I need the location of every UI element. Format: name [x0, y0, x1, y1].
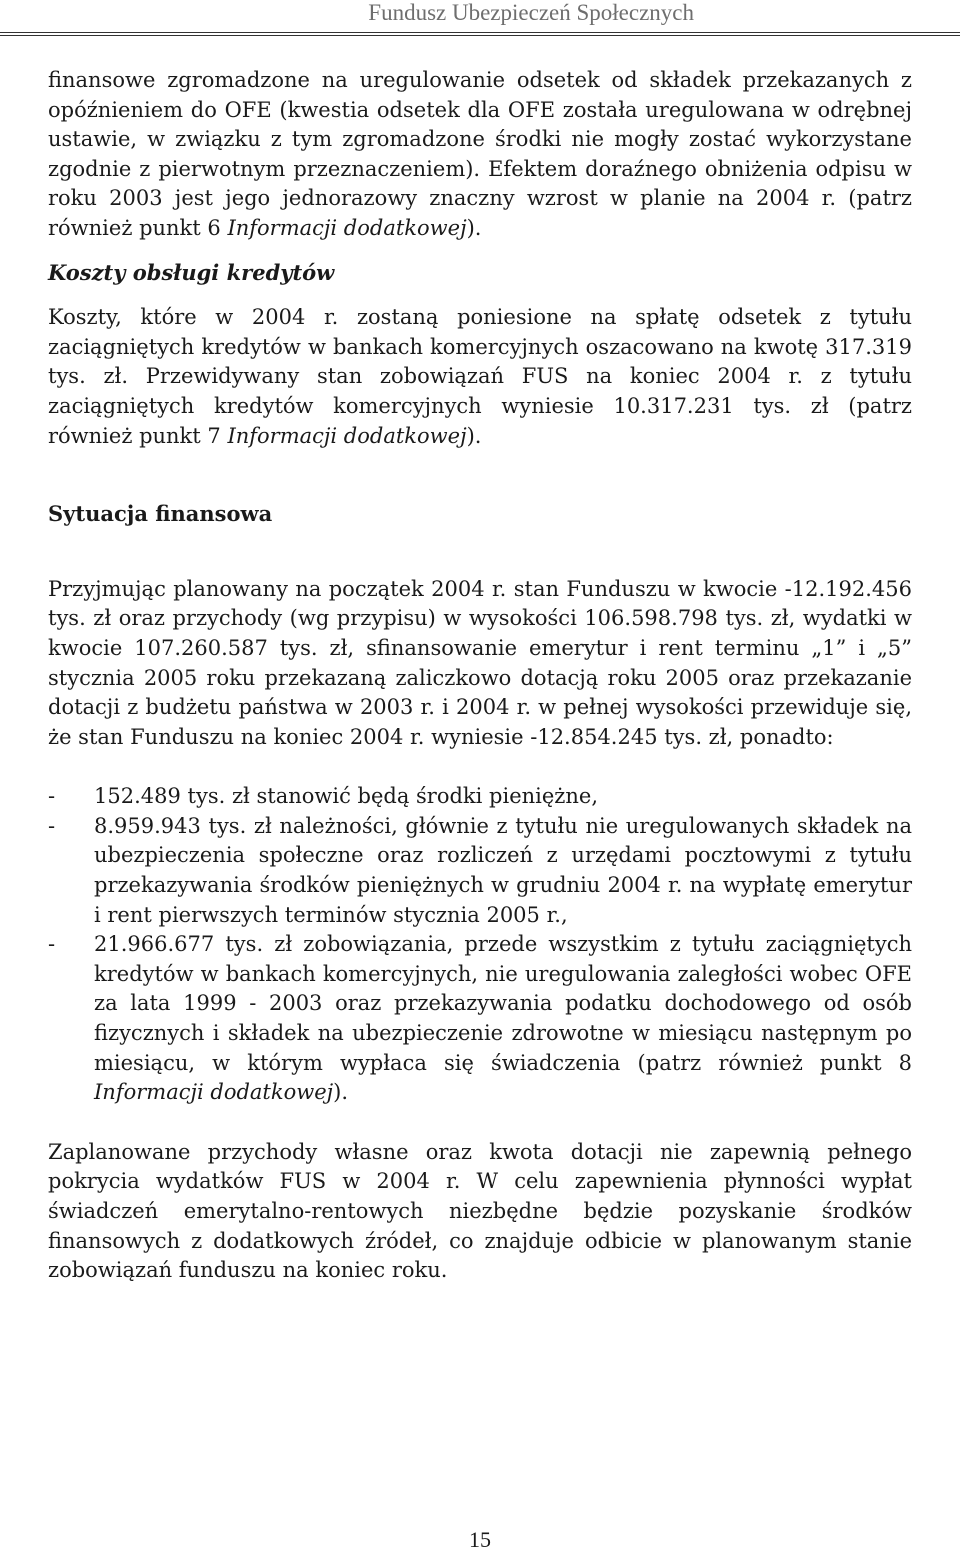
intro-text: finansowe zgromadzone na uregulowanie odsetek od składek przekazanych z opóźnieniem do OFE (kwestia odsetek dla OFE została uregulowana w odrębnej ustawie, w związku z tym zgromadzone środki nie mogły zostać wykorzystane zgodnie z pierwotnym przeznaczeniem). Efektem doraźnego obniżenia odpisu w roku 2003 jest jego jednorazowy znaczny wzrost w planie na 2004 r. (patrz również punkt 6: [48, 68, 912, 240]
list-dash: -: [48, 813, 56, 838]
financial-situation-heading: Sytuacja finansowa: [48, 501, 273, 527]
credit-costs-end: ).: [466, 423, 482, 448]
financial-items-list: [48, 782, 912, 1108]
closing-paragraph: Zaplanowane przychody własne oraz kwota dotacji nie zapewnią pełnego pokrycia wydatków FUS w 2004 r. W celu zapewnienia płynności wypłat świadczeń emerytalno-rentowych niezbędne będzie pozyskanie środków finansowych z dodatkowych źródeł, co znajduje odbicie w planowanym stanie zobowiązań funduszu na koniec roku.: [48, 1139, 912, 1283]
list-item-text: 152.489 tys. zł stanowić będą środki pieniężne,: [94, 784, 598, 809]
credit-costs-heading: Koszty obsługi kredytów: [48, 259, 335, 285]
page-header: [0, 0, 960, 36]
intro-ref: Informacji dodatkowej: [227, 215, 467, 240]
credit-costs-text: Koszty, które w 2004 r. zostaną poniesione na spłatę odsetek z tytułu zaciągniętych kredytów w bankach komercyjnych oszacowano na kwotę 317.319 tys. zł. Przewidywany stan zobowiązań FUS na koniec 2004 r. z tytułu zaciągniętych kredytów komercyjnych wyniesie 10.317.231 tys. zł (patrz również punkt 7: [48, 305, 912, 448]
list-item-ref: Informacji dodatkowej: [94, 1080, 334, 1105]
list-item: [48, 812, 912, 930]
list-item-text: 8.959.943 tys. zł należności, głównie z tytułu nie uregulowanych składek na ubezpieczenia społeczne oraz rozliczeń z urzędami pocztowymi z tytułu przekazywania środków pieniężnych w grudniu 2004 r. na wypłatę emerytur i rent pierwszych terminów stycznia 2005 r.,: [94, 813, 912, 927]
intro-end: ).: [466, 215, 482, 240]
document-body: [48, 66, 912, 1286]
list-item-end: ).: [333, 1080, 349, 1105]
list-dash: -: [48, 932, 56, 957]
list-item-text: 21.966.677 tys. zł zobowiązania, przede wszystkim z tytułu zaciągniętych kredytów w bankach komercyjnych, nie uregulowania zaległości wobec OFE za lata 1999 - 2003 oraz przekazywania podatku dochodowego od osób fizycznych i składek na ubezpieczenie zdrowotne w miesiącu następnym po miesiącu, w którym wypłaca się świadczenia (patrz również punkt 8: [94, 932, 912, 1075]
financial-situation-paragraph: Przyjmując planowany na początek 2004 r. stan Funduszu w kwocie -12.192.456 tys. zł oraz przychody (wg przypisu) w wysokości 106.598.798 tys. zł, wydatki w kwocie 107.260.587 tys. zł, sfinansowanie emerytur i rent terminu „1” i „5” stycznia 2005 roku przekazaną zaliczkowo dotacją roku 2005 oraz przekazanie dotacji z budżetu państwa w 2003 r. i 2004 r. w pełnej wysokości przewiduje się, że stan Funduszu na koniec 2004 r. wyniesie -12.854.245 tys. zł, ponadto:: [48, 576, 912, 749]
header-rule: [0, 32, 960, 36]
credit-costs-paragraph: [48, 303, 912, 451]
header-title: Fundusz Ubezpieczeń Społecznych: [368, 0, 694, 25]
page-number: 15: [469, 1527, 491, 1552]
credit-costs-ref: Informacji dodatkowej: [227, 423, 467, 448]
list-item: [48, 782, 912, 812]
list-item: [48, 930, 912, 1108]
list-dash: -: [48, 784, 56, 809]
intro-paragraph: [48, 66, 912, 244]
